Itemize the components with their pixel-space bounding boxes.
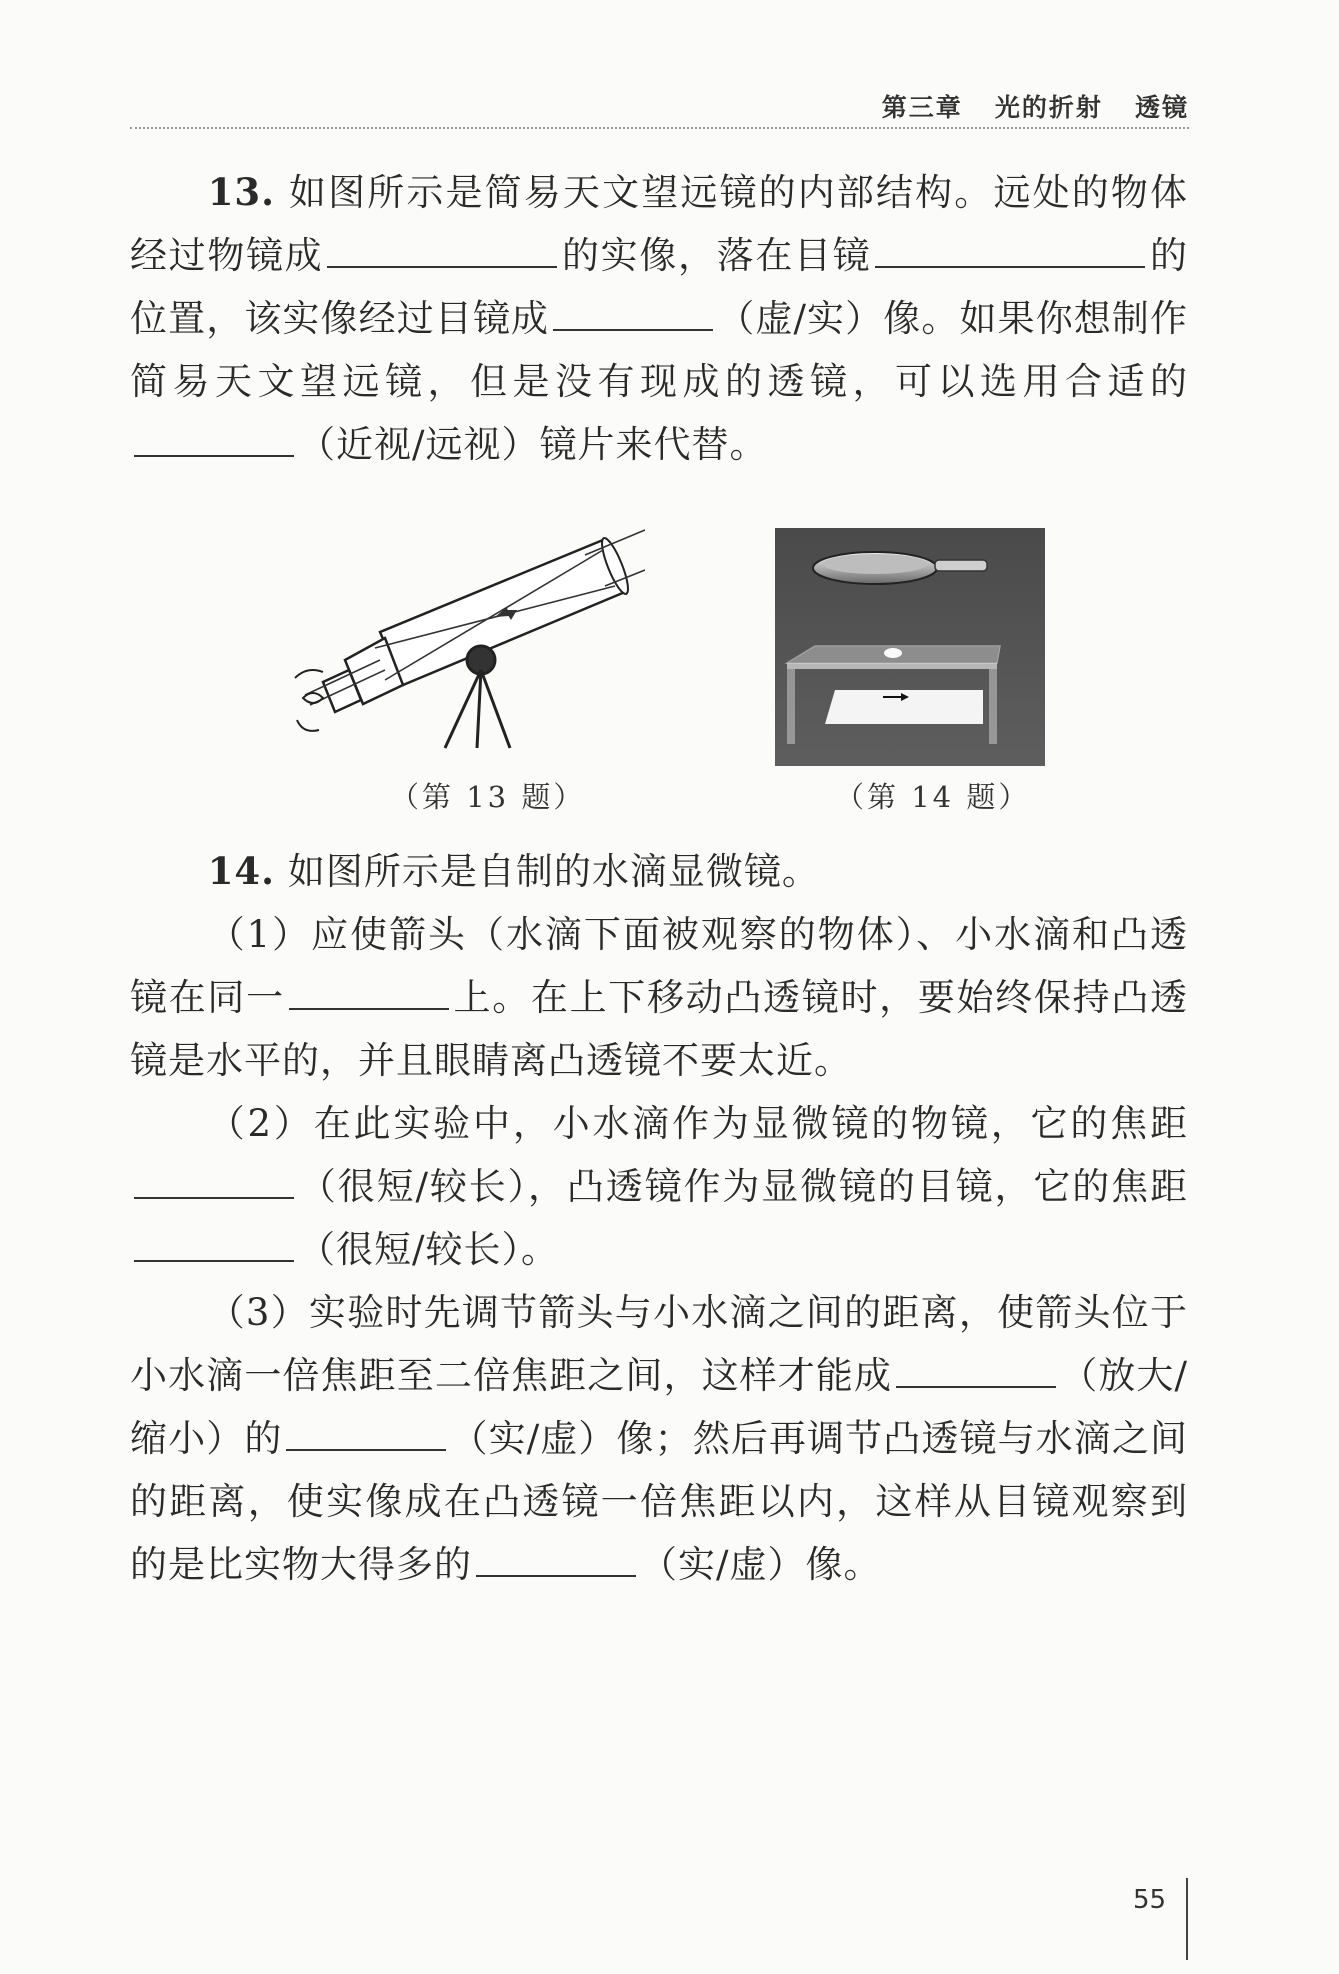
q14-intro-text: 如图所示是自制的水滴显微镜。 bbox=[287, 850, 820, 893]
q14-p1-blank-1[interactable] bbox=[289, 969, 449, 1010]
page-number: 55 bbox=[1133, 1885, 1167, 1915]
q13-blank-2[interactable] bbox=[875, 227, 1145, 268]
q14-part-1 bbox=[130, 903, 1188, 1092]
q14-p3-text-c: （实/虚）像；然后再调节凸透镜与水滴之间的距离，使实像成在凸透镜一倍焦距以内，这样从目镜观察到的是比实物大得多的 bbox=[130, 1417, 1188, 1586]
figures-row bbox=[130, 520, 1188, 820]
question-14-number: 14. bbox=[207, 849, 276, 893]
figure-13-caption: （第 13 题） bbox=[390, 780, 586, 814]
question-13 bbox=[130, 161, 1188, 476]
telescope-figure bbox=[285, 520, 645, 750]
page-edge-tick bbox=[1186, 1878, 1188, 1960]
q14-p3-blank-2[interactable] bbox=[286, 1410, 446, 1451]
q14-p2-blank-1[interactable] bbox=[134, 1158, 294, 1199]
q13-blank-1[interactable] bbox=[327, 227, 557, 268]
q14-p3-blank-1[interactable] bbox=[896, 1347, 1056, 1388]
q13-blank-3[interactable] bbox=[553, 290, 713, 331]
q14-p3-blank-3[interactable] bbox=[476, 1536, 636, 1577]
q14-p2-blank-2[interactable] bbox=[134, 1221, 294, 1262]
question-14-intro bbox=[130, 840, 1188, 903]
q13-blank-4[interactable] bbox=[134, 416, 294, 457]
q14-p2-text-c: （很短/较长）。 bbox=[298, 1228, 559, 1271]
q14-p2-text-a: （2）在此实验中，小水滴作为显微镜的物镜，它的焦距 bbox=[207, 1102, 1188, 1145]
q14-part-3 bbox=[130, 1281, 1188, 1596]
question-14 bbox=[130, 840, 1188, 1596]
q13-text-3: 的位置，该实像经过目镜成 bbox=[130, 234, 1189, 340]
q13-text-2: 的实像，落在目镜 bbox=[561, 234, 872, 277]
q14-part-2 bbox=[130, 1092, 1188, 1281]
water-drop-microscope-photo bbox=[775, 528, 1045, 766]
q14-p1-text-b: 上。在上下移动凸透镜时，要始终保持凸透镜是水平的，并且眼睛离凸透镜不要太近。 bbox=[130, 976, 1189, 1082]
question-13-number: 13. bbox=[207, 170, 276, 214]
figure-14-caption: （第 14 题） bbox=[835, 780, 1031, 814]
q13-text-1: 如图所示是简易天文望远镜的内部结构。远处的物体经过物镜成 bbox=[130, 171, 1189, 277]
question-13-paragraph bbox=[130, 161, 1188, 476]
q14-p1-text-a: （1）应使箭头（水滴下面被观察的物体）、小水滴和凸透镜在同一 bbox=[130, 913, 1188, 1019]
running-head: 第三章 光的折射 透镜 bbox=[881, 93, 1189, 122]
header-dotted-rule bbox=[130, 127, 1189, 129]
q14-p3-text-a: （3）实验时先调节箭头与小水滴之间的距离，使箭头位于小水滴一倍焦距至二倍焦距之间，这样才能成 bbox=[130, 1291, 1188, 1397]
q13-text-5: （近视/远视）镜片来代替。 bbox=[298, 423, 768, 466]
q14-p3-text-d: （实/虚）像。 bbox=[640, 1543, 882, 1586]
q14-p3-text-b: （放大/缩小）的 bbox=[130, 1354, 1188, 1460]
q14-p2-text-b: （很短/较长），凸透镜作为显微镜的目镜，它的焦距 bbox=[298, 1165, 1188, 1208]
q13-text-4: （虚/实）像。如果你想制作简易天文望远镜，但是没有现成的透镜，可以选用合适的 bbox=[130, 297, 1189, 403]
